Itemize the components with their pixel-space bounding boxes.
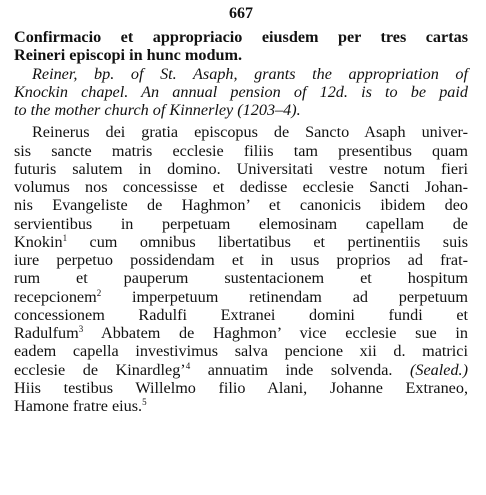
text-line-16 (14, 397, 468, 415)
text-line-4: volumus nos concessisse et dedisse ecclesie Sancti Johan- (14, 178, 468, 196)
place-knokin: Knokin (14, 232, 63, 251)
text-line-8: iure perpetuo possidendam et in usus proprios ad frat- (14, 251, 468, 269)
text-line-10-rest: imperpetuum retinendam ad perpetuum (101, 287, 468, 306)
charter-summary (14, 65, 468, 120)
summary-line-2: Knockin chapel. An annual pension of 12d. is to be paid (14, 82, 468, 101)
text-line-15: Hiis testibus Willelmo filio Alani, Johanne Extraneo, (14, 378, 468, 397)
text-line-2: sis sancte matris ecclesie filiis tam presentibus quam (14, 141, 468, 160)
charter-heading (14, 28, 468, 65)
footnote-ref-4: 4 (185, 360, 191, 371)
sealed-note: (Sealed.) (410, 360, 468, 379)
text-line-12-rest: Abbatem de Haghmon’ vice ecclesie sue in (83, 324, 468, 342)
heading-line-1: Confirmacio et appropriacio eiusdem per tres cartas (14, 28, 468, 46)
text-line-5: nis Evangeliste de Haghmon’ et canonicis ibidem deo (14, 196, 468, 215)
text-line-10 (14, 288, 468, 306)
text-line-1: Reinerus dei gratia episcopus de Sancto Asaph univer- (32, 123, 468, 142)
witness-hamone: Hamone fratre eius. (14, 397, 143, 415)
place-kinardleg: ecclesie de Kinardleg’ (14, 360, 186, 379)
text-line-14-rest: annuatim inde solvenda. (190, 360, 411, 379)
text-line-13: eadem capella investivimus salva pencione xii d. matrici (14, 342, 468, 361)
summary-line-1: Reiner, bp. of St. Asaph, grants the appropriation of (32, 64, 468, 83)
text-line-14 (14, 361, 468, 379)
footnote-ref-1: 1 (62, 232, 68, 243)
page-number: 667 (229, 5, 253, 22)
word-radulfum: Radulfum (14, 324, 79, 342)
text-line-7 (14, 233, 468, 251)
footnote-ref-3: 3 (78, 324, 84, 334)
word-recepcionem: recepcionem (14, 287, 97, 306)
heading-line-2: Reineri episcopi in hunc modum. (14, 46, 243, 65)
charter-text (14, 123, 468, 415)
text-line-12 (14, 324, 468, 342)
summary-line-3: to the mother church of Kinnerley (1203–4). (14, 101, 301, 119)
text-line-7-rest: cum omnibus libertatibus et pertinentiis suis (67, 232, 468, 251)
footnote-ref-5: 5 (142, 397, 147, 407)
footnote-ref-2: 2 (96, 287, 102, 298)
text-line-6: servientibus in perpetuam elemosinam capellam de (14, 214, 468, 233)
text-line-9: rum et pauperum sustentacionem et hospitum (14, 269, 468, 288)
text-line-3: futuris salutem in domino. Universitati vestre notum fieri (14, 159, 468, 178)
text-line-11: concessionem Radulfi Extranei domini fundi et (14, 305, 468, 324)
